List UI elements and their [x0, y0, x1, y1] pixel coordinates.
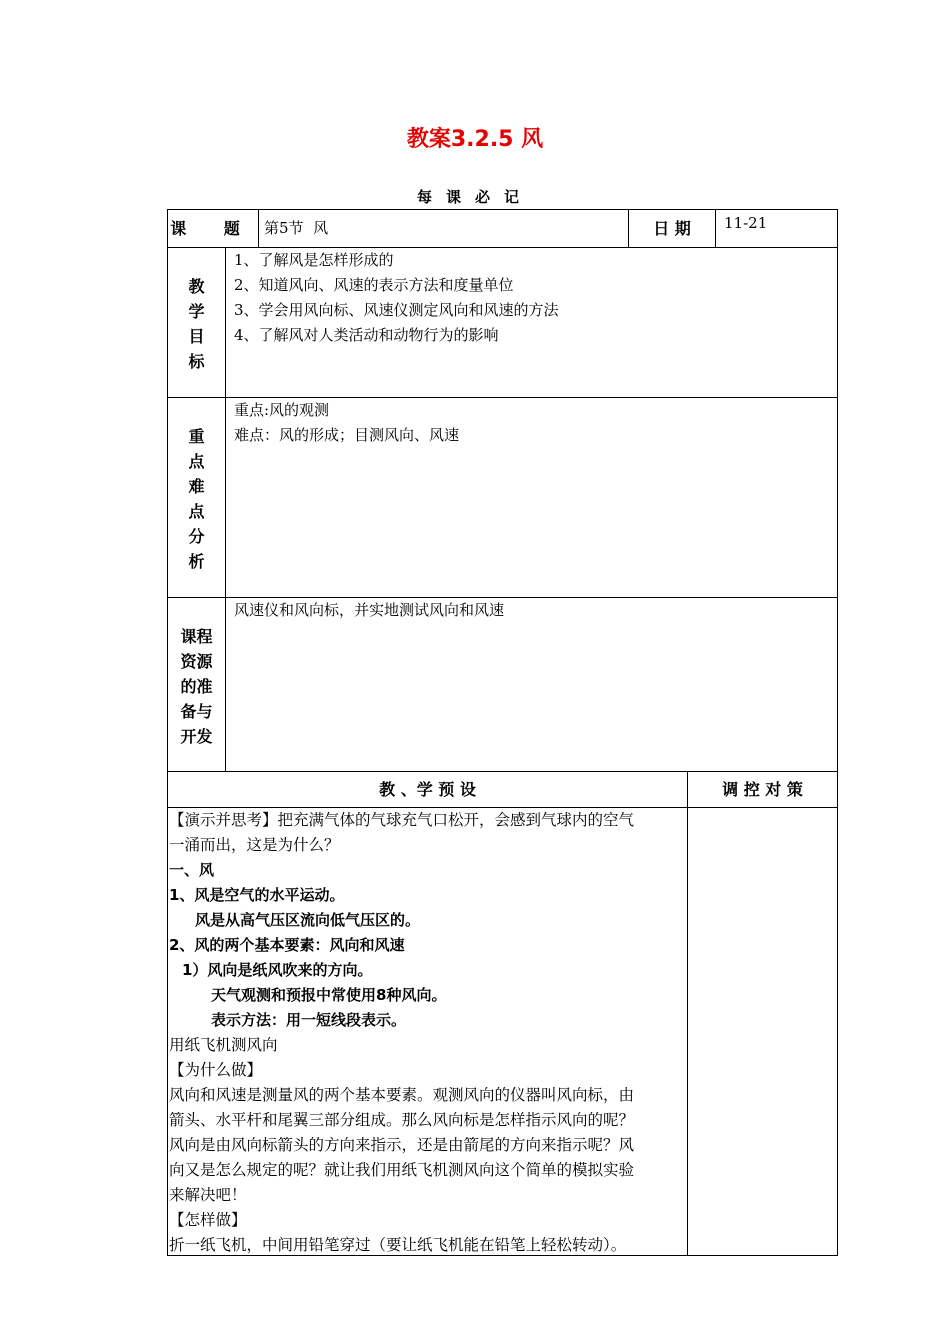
topic-row — [167, 209, 838, 248]
resources-label: 课程资源的准备与开发 — [168, 598, 226, 771]
objective-item: 2、知道风向、风速的表示方法和度量单位 — [234, 276, 514, 294]
key-points-row — [167, 397, 838, 598]
objective-item: 3、学会用风向标、风速仪测定风向和风速的方法 — [234, 301, 559, 319]
resources-text: 风速仪和风向标，并实地测试风向和风速 — [234, 601, 505, 619]
objectives-row — [167, 247, 838, 398]
document-title: 教案3.2.5 风 — [406, 127, 544, 152]
date-value: 11-21 — [724, 214, 768, 232]
objective-item: 1、了解风是怎样形成的 — [234, 251, 394, 269]
resources-row — [167, 597, 838, 772]
key-points-list — [226, 398, 837, 597]
plan-header-left: 教 、学 预 设 — [168, 772, 688, 807]
date-label: 日 期 — [629, 210, 716, 247]
objectives-label: 教学目标 — [168, 248, 226, 397]
plan-header-row — [167, 771, 838, 808]
topic-value: 第5节 风 — [259, 210, 629, 247]
objective-item: 4、了解风对人类活动和动物行为的影响 — [234, 326, 499, 344]
plan-body-right — [688, 808, 837, 1255]
plan-header-right: 调 控 对 策 — [722, 780, 803, 799]
objectives-list — [226, 248, 837, 397]
section-heading: 一、风 — [169, 861, 215, 879]
key-points-label: 重点难点分析 — [168, 398, 226, 597]
key-point-item: 重点:风的观测 — [234, 401, 330, 419]
topic-label: 课 题 — [168, 210, 259, 247]
plan-body-row — [167, 807, 838, 1256]
plan-body-left: 【演示并思考】把充满气体的气球充气口松开，会感到气球内的空气 一涌而出，这是为什么？ 一、风 1、风是空气的水平运动。 风是从高气压区流向低气压区的。 2、风的两个基本要素：风向和风速 1）风向是纸风吹来的方向。 天气观测和预报中常使用8种风向。 表示方法：用一短线段表示。 用纸飞机测风向 【为什么做】 风向和风速是测量风的两个基本要素。观测风向的仪器叫风向标，由 箭头、水平杆和尾翼三部分组成。那么风向标是怎样指示风向的呢？ 风向是由风向标箭头的方向来指示，还是由箭尾的方向来指示呢？风 向又是怎么规定的呢？就让我们用纸飞机测风向这个简单的模拟实验 来解决吧！ 【怎样做】 折一纸飞机，中间用铅笔穿过（要让纸飞机能在铅笔上轻松转动）。 — [168, 808, 688, 1255]
key-point-item: 难点：风的形成；目测风向、风速 — [234, 426, 460, 444]
document-subtitle: 每课必记 — [416, 188, 533, 206]
